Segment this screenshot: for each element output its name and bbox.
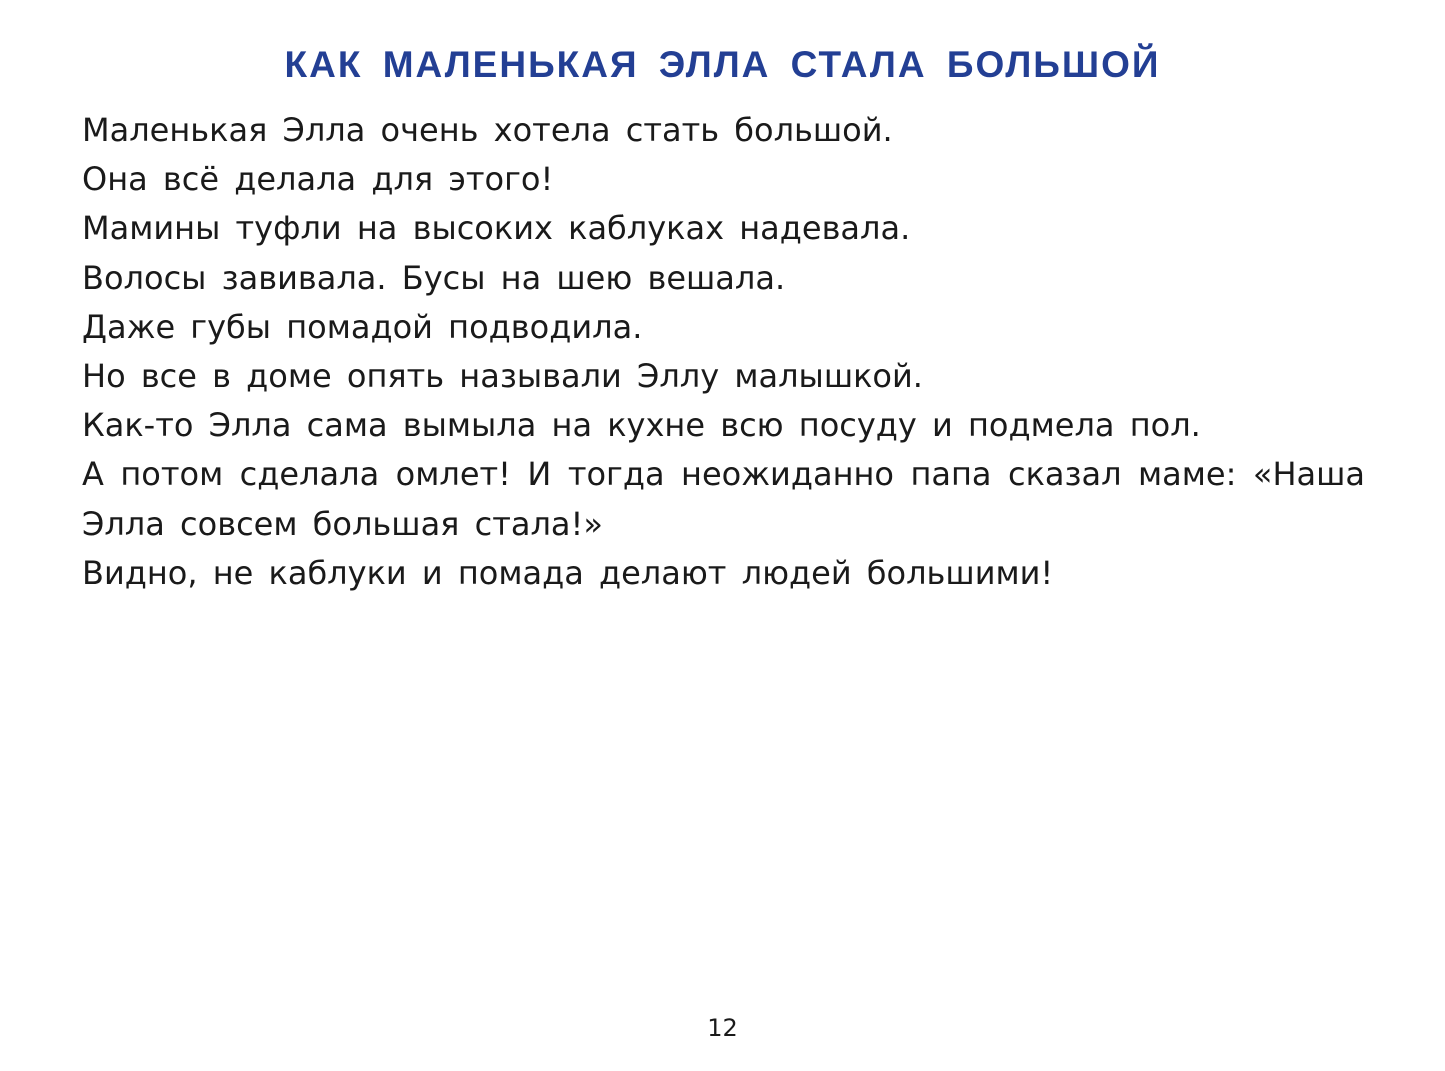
story-line: Мамины туфли на высоких каблуках надевала. [82,209,911,248]
story-title: КАК МАЛЕНЬКАЯ ЭЛЛА СТАЛА БОЛЬШОЙ [284,44,1161,85]
story-body [82,106,1365,598]
story-line: Даже губы помадой подводила. [82,307,643,346]
story-line: Но все в доме опять называли Эллу малышкой. [82,356,923,395]
story-line: Маленькая Элла очень хотела стать большой. [82,111,893,149]
story-line: Волосы завивала. Бусы на шею вешала. [82,258,786,297]
story-line: Как-то Элла сама вымыла на кухне всю посуду и подмела пол. [82,406,1201,445]
story-line: Видно, не каблуки и помада делают людей большими! [82,553,1054,592]
page-number: 12 [707,1014,738,1042]
story-line: Элла совсем большая стала!» [82,504,603,543]
story-line: Она всё делала для этого! [82,160,554,199]
story-line: А потом сделала омлет! И тогда неожиданно папа сказал маме: «Наша [82,455,1365,494]
